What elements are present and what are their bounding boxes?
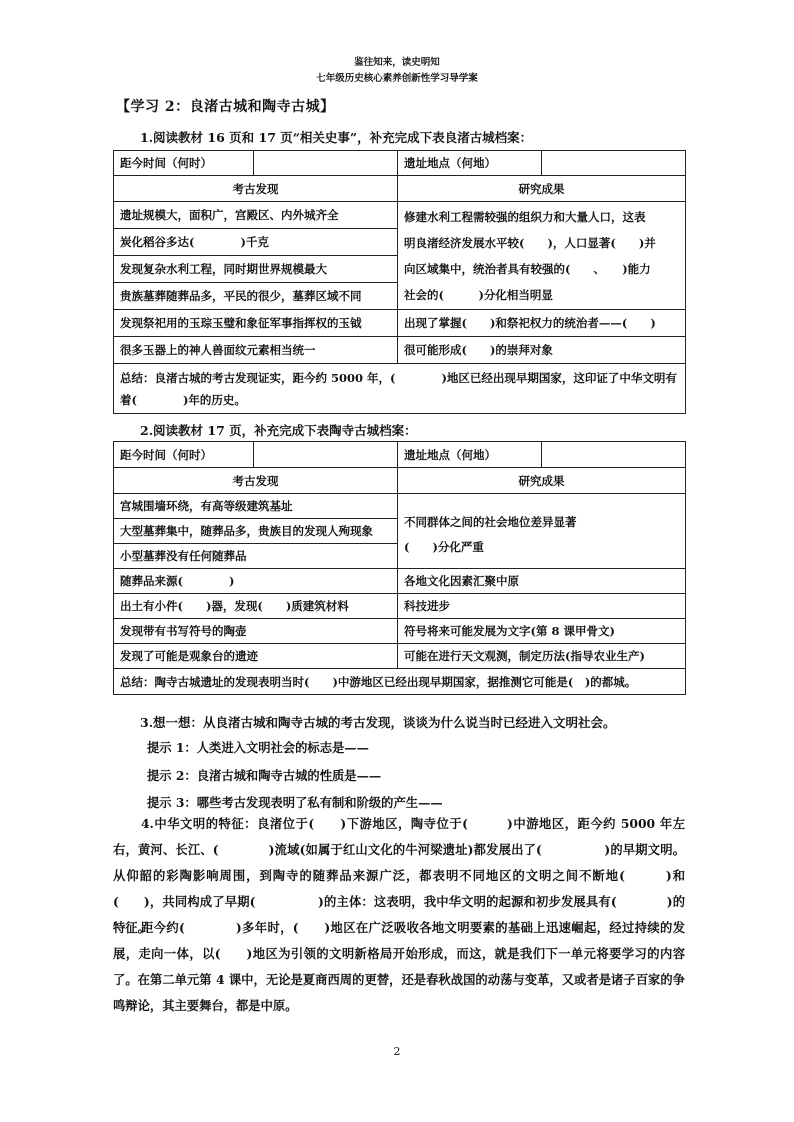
header-motto: 鉴往知来，读史明知 [354, 57, 440, 68]
taosi-table [113, 441, 686, 695]
col-header-discovery: 考古发现 [114, 468, 398, 494]
time-blank[interactable] [254, 151, 398, 176]
col-header-result: 研究成果 [398, 176, 686, 202]
place-label: 遗址地点（何地） [398, 442, 542, 468]
place-label: 遗址地点（何地） [398, 151, 542, 176]
place-blank[interactable] [542, 442, 686, 468]
q2-prompt: 2.阅读教材 17 页，补充完成下表陶寺古城档案： [140, 423, 417, 438]
summary-cell: 总结：陶寺古城遗址的发现表明当时( )中游地区已经出现早期国家，据推测它可能是( )的都城。 [114, 669, 686, 695]
result-line: 社会的( )分化相当明显 [404, 287, 553, 302]
result-line: 向区域集中，统治者具有较强的( 、 )能力 [404, 261, 651, 276]
q1-prompt: 1.阅读教材 16 页和 17 页“相关史事”，补充完成下表良渚古城档案： [140, 130, 533, 145]
discovery-cell: 炭化稻谷多达( )千克 [114, 229, 398, 256]
result-line: 明良渚经济发展水平较( )，人口显著( )并 [404, 235, 656, 250]
discovery-cell: 宫城围墙环绕，有高等级建筑基址 [114, 494, 398, 519]
section-title: 【学习 2：良渚古城和陶寺古城】 [116, 99, 335, 115]
page-number: 2 [393, 1045, 401, 1058]
col-header-result: 研究成果 [398, 468, 686, 494]
time-blank[interactable] [254, 442, 398, 468]
time-label: 距今时间（何时） [114, 151, 254, 176]
discovery-cell: 贵族墓葬随葬品多，平民的很少，墓葬区域不同 [114, 283, 398, 310]
col-header-discovery: 考古发现 [114, 176, 398, 202]
result-cell: 符号将来可能发展为文字(第 8 课甲骨文) [398, 619, 686, 644]
result-cell: 可能在进行天文观测，制定历法(指导农业生产) [398, 644, 686, 669]
discovery-cell: 很多玉器上的神人兽面纹元素相当统一 [114, 337, 398, 364]
summary-cell: 总结：良渚古城的考古发现证实，距今约 5000 年，( )地区已经出现早期国家，这印证了中华文明有着( )年的历史。 [114, 364, 686, 414]
result-line: 不同群体之间的社会地位差异显著 [404, 515, 577, 529]
q4-paragraph-2: 距今约( )多年时，( )地区在广泛吸收各地文明要素的基础上迅速崛起，经过持续的发展，走向一体，以( )地区为引领的文明新格局开始形成，而这，就是我们下一单元将要学习的内容了。在第二单元第 4 课中，无论是夏商西周的更替，还是春秋战国的动荡与变革，又或者是诸子百家的争鸣辩论，其主要舞台，都是中原。 [113, 920, 685, 1013]
discovery-cell: 发现了可能是观象台的遗迹 [114, 644, 398, 669]
time-label: 距今时间（何时） [114, 442, 254, 468]
hint-2: 提示 2：良渚古城和陶寺古城的性质是—— [147, 768, 382, 783]
discovery-cell: 发现复杂水利工程，同时期世界规模最大 [114, 256, 398, 283]
result-cell: 科技进步 [398, 594, 686, 619]
result-cell: 各地文化因素汇聚中原 [398, 569, 686, 594]
discovery-cell: 出土有小件( )器，发现( )质建筑材料 [114, 594, 398, 619]
result-line: ( )分化严重 [404, 540, 484, 554]
header-subtitle: 七年级历史核心素养创新性学习导学案 [316, 73, 478, 84]
result-cell: 出现了掌握( )和祭祀权力的统治者——( ) [398, 310, 686, 337]
result-line: 修建水利工程需较强的组织力和大量人口，这表 [404, 209, 646, 224]
discovery-cell: 小型墓葬没有任何随葬品 [114, 544, 398, 569]
hint-1: 提示 1：人类进入文明社会的标志是—— [147, 740, 369, 755]
q4-paragraph-1: 4.中华文明的特征：良渚位于( )下游地区，陶寺位于( )中游地区，距今约 5000 年左右，黄河、长江、( )流域(如属于红山文化的牛河梁遗址)都发展出了( )的早期文明。从仰韶的彩陶影响周围，到陶寺的随葬品来源广泛，都表明不同地区的文明之间不断地( )和( )，共同构成了早期( )的主体：这表明，我中华文明的起源和初步发展具有( )的特征。 [113, 816, 685, 935]
discovery-cell: 大型墓葬集中，随葬品多，贵族目的发现人殉现象 [114, 519, 398, 544]
discovery-cell: 随葬品来源( ) [114, 569, 398, 594]
liangzhu-table [113, 150, 686, 414]
place-blank[interactable] [542, 151, 686, 176]
result-cell-merged [398, 494, 686, 569]
hint-3: 提示 3：哪些考古发现表明了私有制和阶级的产生—— [147, 795, 443, 810]
discovery-cell: 发现祭祀用的玉琮玉璧和象征军事指挥权的玉钺 [114, 310, 398, 337]
result-cell: 很可能形成( )的崇拜对象 [398, 337, 686, 364]
result-cell-merged [398, 202, 686, 310]
discovery-cell: 发现带有书写符号的陶壶 [114, 619, 398, 644]
discovery-cell: 遗址规模大，面积广，宫殿区、内外城齐全 [114, 202, 398, 229]
q3-prompt: 3.想一想：从良渚古城和陶寺古城的考古发现，谈谈为什么说当时已经进入文明社会。 [140, 715, 616, 730]
